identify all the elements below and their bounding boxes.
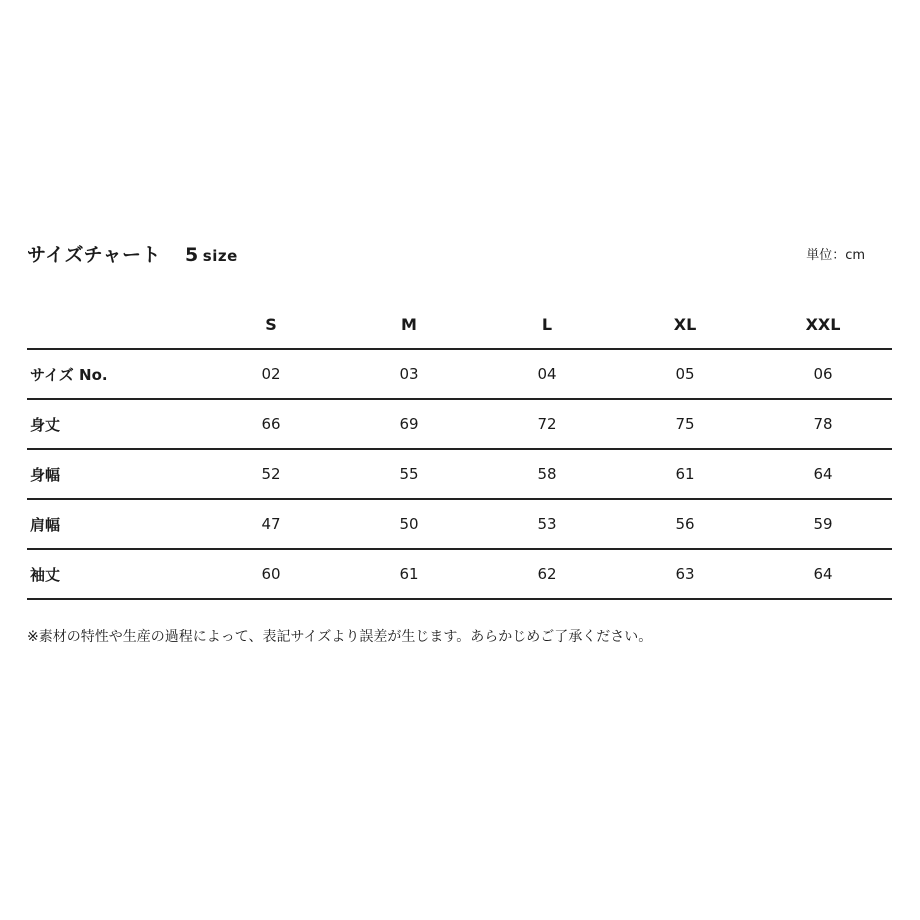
size-count: 5	[185, 244, 199, 266]
table-cell: 75	[616, 399, 754, 449]
column-header-l: L	[478, 300, 616, 349]
table-cell: 04	[478, 349, 616, 399]
row-label-size-no: サイズ No.	[27, 349, 202, 399]
table-cell: 02	[202, 349, 340, 399]
title-text: サイズチャート	[27, 244, 162, 266]
row-label-body-length: 身丈	[27, 399, 202, 449]
table-cell: 64	[754, 449, 892, 499]
table-row	[27, 449, 892, 499]
column-header-xxl: XXL	[754, 300, 892, 349]
row-label-sleeve-length: 袖丈	[27, 549, 202, 599]
table-cell: 56	[616, 499, 754, 549]
row-label-shoulder-width: 肩幅	[27, 499, 202, 549]
table-cell: 52	[202, 449, 340, 499]
row-label-body-width: 身幅	[27, 449, 202, 499]
table-cell: 61	[616, 449, 754, 499]
column-header-m: M	[340, 300, 478, 349]
table-cell: 58	[478, 449, 616, 499]
table-cell: 61	[340, 549, 478, 599]
header-corner-cell	[27, 300, 202, 349]
column-header-xl: XL	[616, 300, 754, 349]
table-row	[27, 399, 892, 449]
table-cell: 66	[202, 399, 340, 449]
table-cell: 72	[478, 399, 616, 449]
table-cell: 69	[340, 399, 478, 449]
table-cell: 62	[478, 549, 616, 599]
table-header-row	[27, 300, 892, 349]
table-cell: 63	[616, 549, 754, 599]
disclaimer-note: ※素材の特性や生産の過程によって、表記サイズより誤差が生じます。あらかじめご了承ください。	[27, 629, 653, 645]
chart-header	[27, 236, 865, 276]
table-row	[27, 499, 892, 549]
table-cell: 60	[202, 549, 340, 599]
size-word: size	[202, 247, 238, 265]
table-row	[27, 549, 892, 599]
table-cell: 50	[340, 499, 478, 549]
column-header-s: S	[202, 300, 340, 349]
unit-label: 単位：cm	[806, 248, 865, 263]
table-cell: 03	[340, 349, 478, 399]
table-cell: 59	[754, 499, 892, 549]
page-title	[27, 240, 238, 267]
table-cell: 05	[616, 349, 754, 399]
table-cell: 47	[202, 499, 340, 549]
table-cell: 53	[478, 499, 616, 549]
table-cell: 64	[754, 549, 892, 599]
table-cell: 78	[754, 399, 892, 449]
size-table	[27, 300, 892, 600]
table-row	[27, 349, 892, 399]
table-cell: 55	[340, 449, 478, 499]
table-cell: 06	[754, 349, 892, 399]
